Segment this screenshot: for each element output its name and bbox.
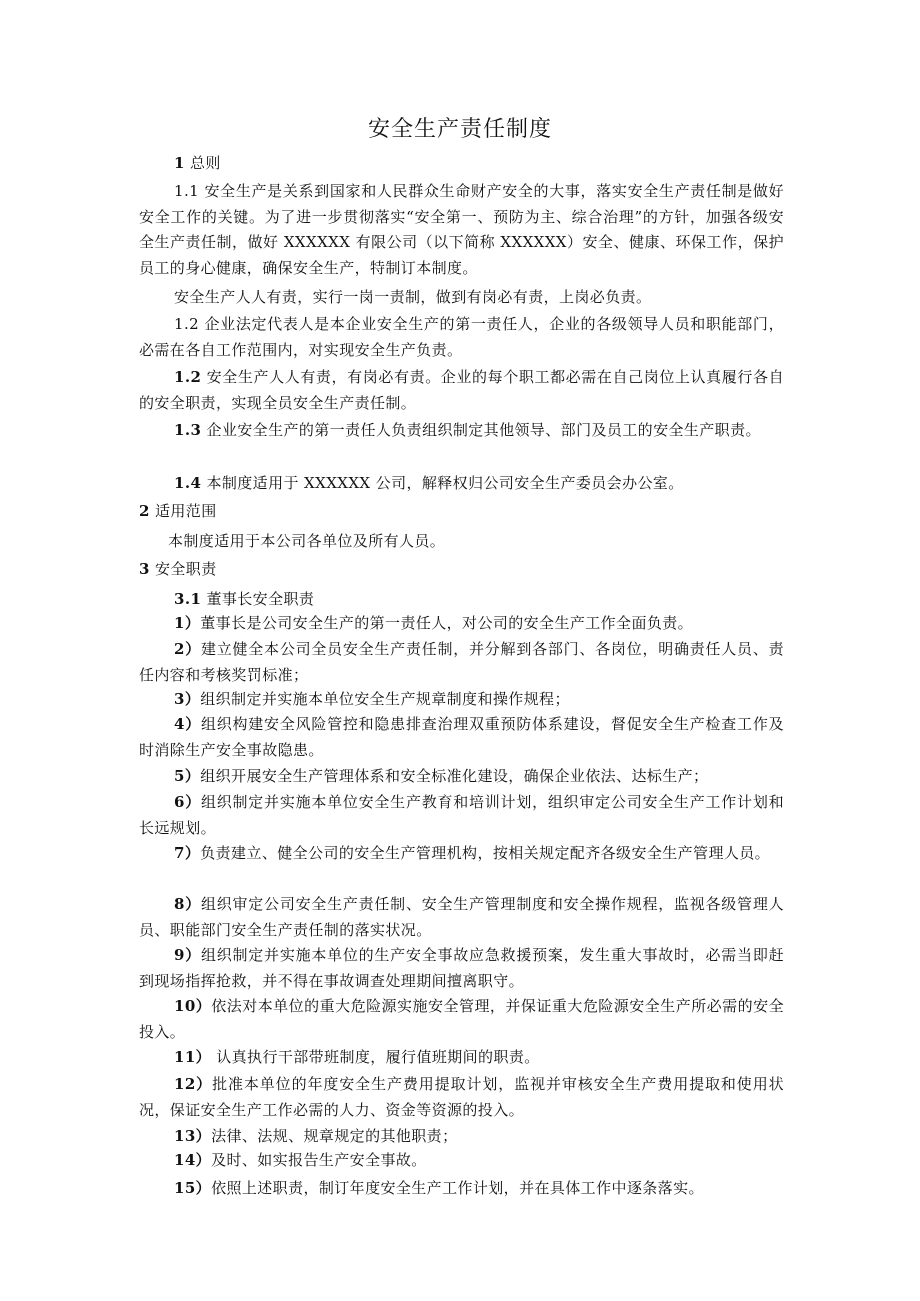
clause-number: 3.1 (174, 590, 202, 608)
item-number: 8） (174, 895, 201, 913)
clause-number: 1.2 (174, 368, 202, 386)
paragraph-1-1-continued (139, 285, 784, 311)
item-number: 6） (174, 793, 201, 811)
clause-number: 1.3 (174, 421, 202, 439)
clause-text: 安全生产人人有责，实行一岗一责制，做到有岗必有责，上岗必负责。 (174, 288, 652, 306)
clause-text: 安全生产人人有责，有岗必有责。企业的每个职工都必需在自己岗位上认真履行各自的安全职责，实现全员安全生产责任制。 (139, 368, 784, 412)
item-text: 组织构建安全风险管控和隐患排查治理双重预防体系建设，督促安全生产检查工作及时消除生产安全事故隐患。 (139, 715, 784, 759)
item-number: 2） (174, 640, 201, 658)
section-number: 2 (139, 502, 150, 520)
list-item-14 (139, 1148, 784, 1174)
clause-text: 企业法定代表人是本企业安全生产的第一责任人，企业的各级领导人员和职能部门，必需在各自工作范围内，对实现安全生产负责。 (139, 315, 784, 359)
section-title: 安全职责 (149, 560, 217, 578)
section-title: 适用范围 (149, 502, 217, 520)
item-number: 10） (174, 997, 212, 1015)
clause-text: 安全生产是关系到国家和人民群众生命财产安全的大事，落实安全生产责任制是做好安全工作的关键。为了进一步贯彻落实“安全第一、预防为主、综合治理”的方针，加强各级安全生产责任制，做好 XXXXXX 有限公司（以下简称 XXXXXX）安全、健康、环保工作，保护员工的身心健康，确保安全生产，特制订本制度。 (139, 182, 784, 277)
clause-text: 董事长安全职责 (201, 590, 315, 608)
paragraph-1-2b (139, 365, 784, 416)
item-number: 11） (174, 1048, 212, 1066)
item-text: 认真执行干部带班制度，履行值班期间的职责。 (211, 1048, 540, 1066)
clause-text: 企业安全生产的第一责任人负责组织制定其他领导、部门及员工的安全生产职责。 (201, 421, 761, 439)
list-item-11 (139, 1045, 784, 1071)
list-item-12 (139, 1072, 784, 1123)
item-number: 4） (174, 715, 201, 733)
item-number: 12） (174, 1075, 213, 1093)
clause-number: 1.2 (174, 315, 200, 333)
item-text: 组织开展安全生产管理体系和安全标准化建设，确保企业依法、达标生产； (200, 767, 709, 785)
item-number: 15） (174, 1179, 212, 1197)
section-title: 总则 (184, 154, 221, 172)
clause-text: 本制度适用于本公司各单位及所有人员。 (168, 532, 446, 550)
item-number: 5） (174, 767, 201, 785)
list-item-15 (139, 1176, 784, 1202)
subsection-3-1-heading (139, 587, 784, 613)
item-text: 法律、法规、规章规定的其他职责； (211, 1127, 458, 1145)
item-number: 3） (174, 690, 201, 708)
item-number: 7） (174, 844, 201, 862)
item-text: 及时、如实报告生产安全事故。 (211, 1151, 427, 1169)
clause-text: 本制度适用于 XXXXXX 公司，解释权归公司安全生产委员会办公室。 (201, 474, 684, 492)
paragraph-2-body (139, 529, 784, 555)
item-text: 董事长是公司安全生产的第一责任人，对公司的安全生产工作全面负责。 (200, 614, 694, 632)
list-item-2 (139, 637, 784, 688)
section-number: 3 (139, 560, 150, 578)
item-number: 1） (174, 614, 201, 632)
section-number: 1 (174, 154, 185, 172)
list-item-6 (139, 790, 784, 841)
item-text: 组织制定并实施本单位安全生产教育和培训计划，组织审定公司安全生产工作计划和长远规划。 (139, 793, 784, 837)
list-item-3 (139, 687, 784, 713)
item-text: 批准本单位的年度安全生产费用提取计划，监视并审核安全生产费用提取和使用状况，保证安全生产工作必需的人力、资金等资源的投入。 (139, 1075, 784, 1119)
item-text: 依法对本单位的重大危险源实施安全管理，并保证重大危险源安全生产所必需的安全投入。 (139, 997, 784, 1041)
item-number: 14） (174, 1151, 212, 1169)
section-1-heading (139, 151, 784, 177)
paragraph-1-2a (139, 312, 784, 363)
item-text: 组织制定并实施本单位的生产安全事故应急救援预案，发生重大事故时，必需当即赶到现场指挥抢救，并不得在事故调查处理期间擅离职守。 (139, 946, 784, 990)
clause-number: 1.1 (174, 182, 200, 200)
list-item-10 (139, 994, 784, 1045)
item-text: 组织审定公司安全生产责任制、安全生产管理制度和安全操作规程，监视各级管理人员、职能部门安全生产责任制的落实状况。 (139, 895, 784, 939)
item-text: 依照上述职责，制订年度安全生产工作计划，并在具体工作中逐条落实。 (211, 1179, 704, 1197)
paragraph-1-3 (139, 418, 784, 444)
paragraph-1-1 (139, 179, 784, 281)
clause-number: 1.4 (174, 474, 202, 492)
item-text: 负责建立、健全公司的安全生产管理机构，按相关规定配齐各级安全生产管理人员。 (200, 844, 771, 862)
list-item-4 (139, 712, 784, 763)
item-number: 13） (174, 1127, 212, 1145)
paragraph-1-4 (139, 471, 784, 497)
list-item-7 (139, 841, 784, 867)
page-title: 安全生产责任制度 (367, 117, 552, 142)
list-item-5 (139, 764, 784, 790)
list-item-9 (139, 943, 784, 994)
list-item-8 (139, 892, 784, 943)
list-item-13 (139, 1124, 784, 1150)
list-item-1 (139, 611, 784, 637)
item-text: 组织制定并实施本单位安全生产规章制度和操作规程； (200, 690, 570, 708)
section-2-heading (139, 499, 784, 525)
item-number: 9） (174, 946, 201, 964)
item-text: 建立健全本公司全员安全生产责任制，并分解到各部门、各岗位，明确责任人员、责任内容和考核奖罚标准； (139, 640, 784, 684)
section-3-heading (139, 557, 784, 583)
